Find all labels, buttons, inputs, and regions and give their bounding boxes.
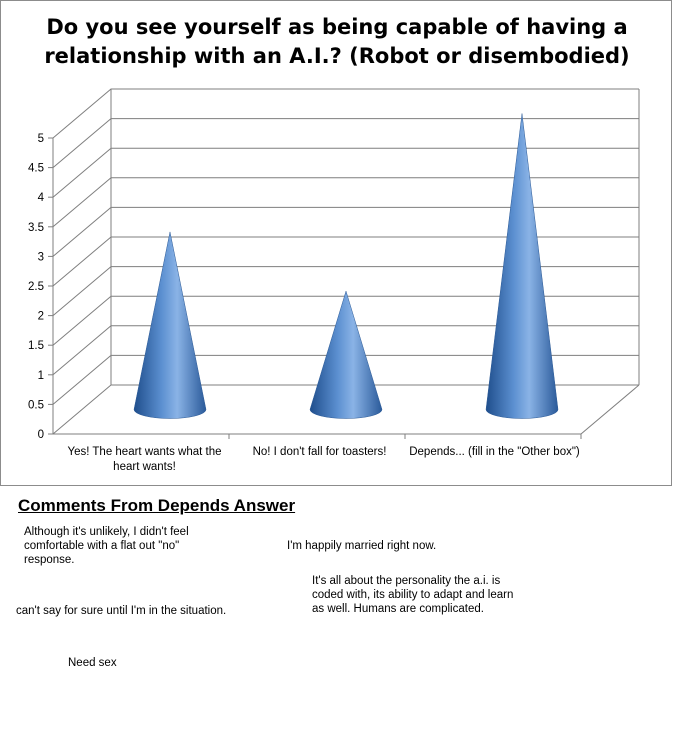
y-tick-label: 1 xyxy=(37,369,44,382)
comment-text: I'm happily married right now. xyxy=(287,540,437,552)
cone-bar xyxy=(486,114,558,419)
y-tick-label: 5 xyxy=(37,133,44,145)
gridline xyxy=(53,89,639,138)
comment-text: can't say for sure until I'm in the situation. xyxy=(16,605,227,617)
gridline xyxy=(53,207,639,256)
gridline xyxy=(53,178,639,227)
comment-text: Although it's unlikely, I didn't feel comfortable with a flat out "no" response. xyxy=(24,526,189,566)
y-tick-label: 4.5 xyxy=(28,162,44,175)
chart-title: Do you see yourself as being capable of having a relationship with an A.I.? (Robot or disembodied) xyxy=(44,15,630,68)
comments-heading: Comments From Depends Answer xyxy=(18,496,296,515)
gridline xyxy=(53,148,639,197)
y-tick-label: 4 xyxy=(37,192,44,205)
gridline xyxy=(53,119,639,168)
cone-bar xyxy=(310,291,382,418)
y-tick-label: 1.5 xyxy=(28,340,44,353)
y-tick-label: 0.5 xyxy=(28,399,44,412)
y-tick-label: 3.5 xyxy=(28,221,44,234)
comment-text: Need sex xyxy=(68,657,117,669)
category-label: Yes! The heart wants what the heart wants! xyxy=(67,446,222,473)
y-tick-label: 2 xyxy=(37,310,44,323)
y-tick-label: 3 xyxy=(37,251,44,264)
cone-bar xyxy=(134,232,206,419)
comment-text: It's all about the personality the a.i. is coded with, its ability to adapt and learn as well. Humans are complicated. xyxy=(312,575,514,615)
gridline xyxy=(53,237,639,286)
y-tick-label: 0 xyxy=(37,429,44,441)
y-tick-label: 2.5 xyxy=(28,281,44,293)
plot-area xyxy=(1,1,673,487)
category-label: Depends... (fill in the "Other box") xyxy=(409,446,580,458)
category-label: No! I don't fall for toasters! xyxy=(252,446,387,458)
